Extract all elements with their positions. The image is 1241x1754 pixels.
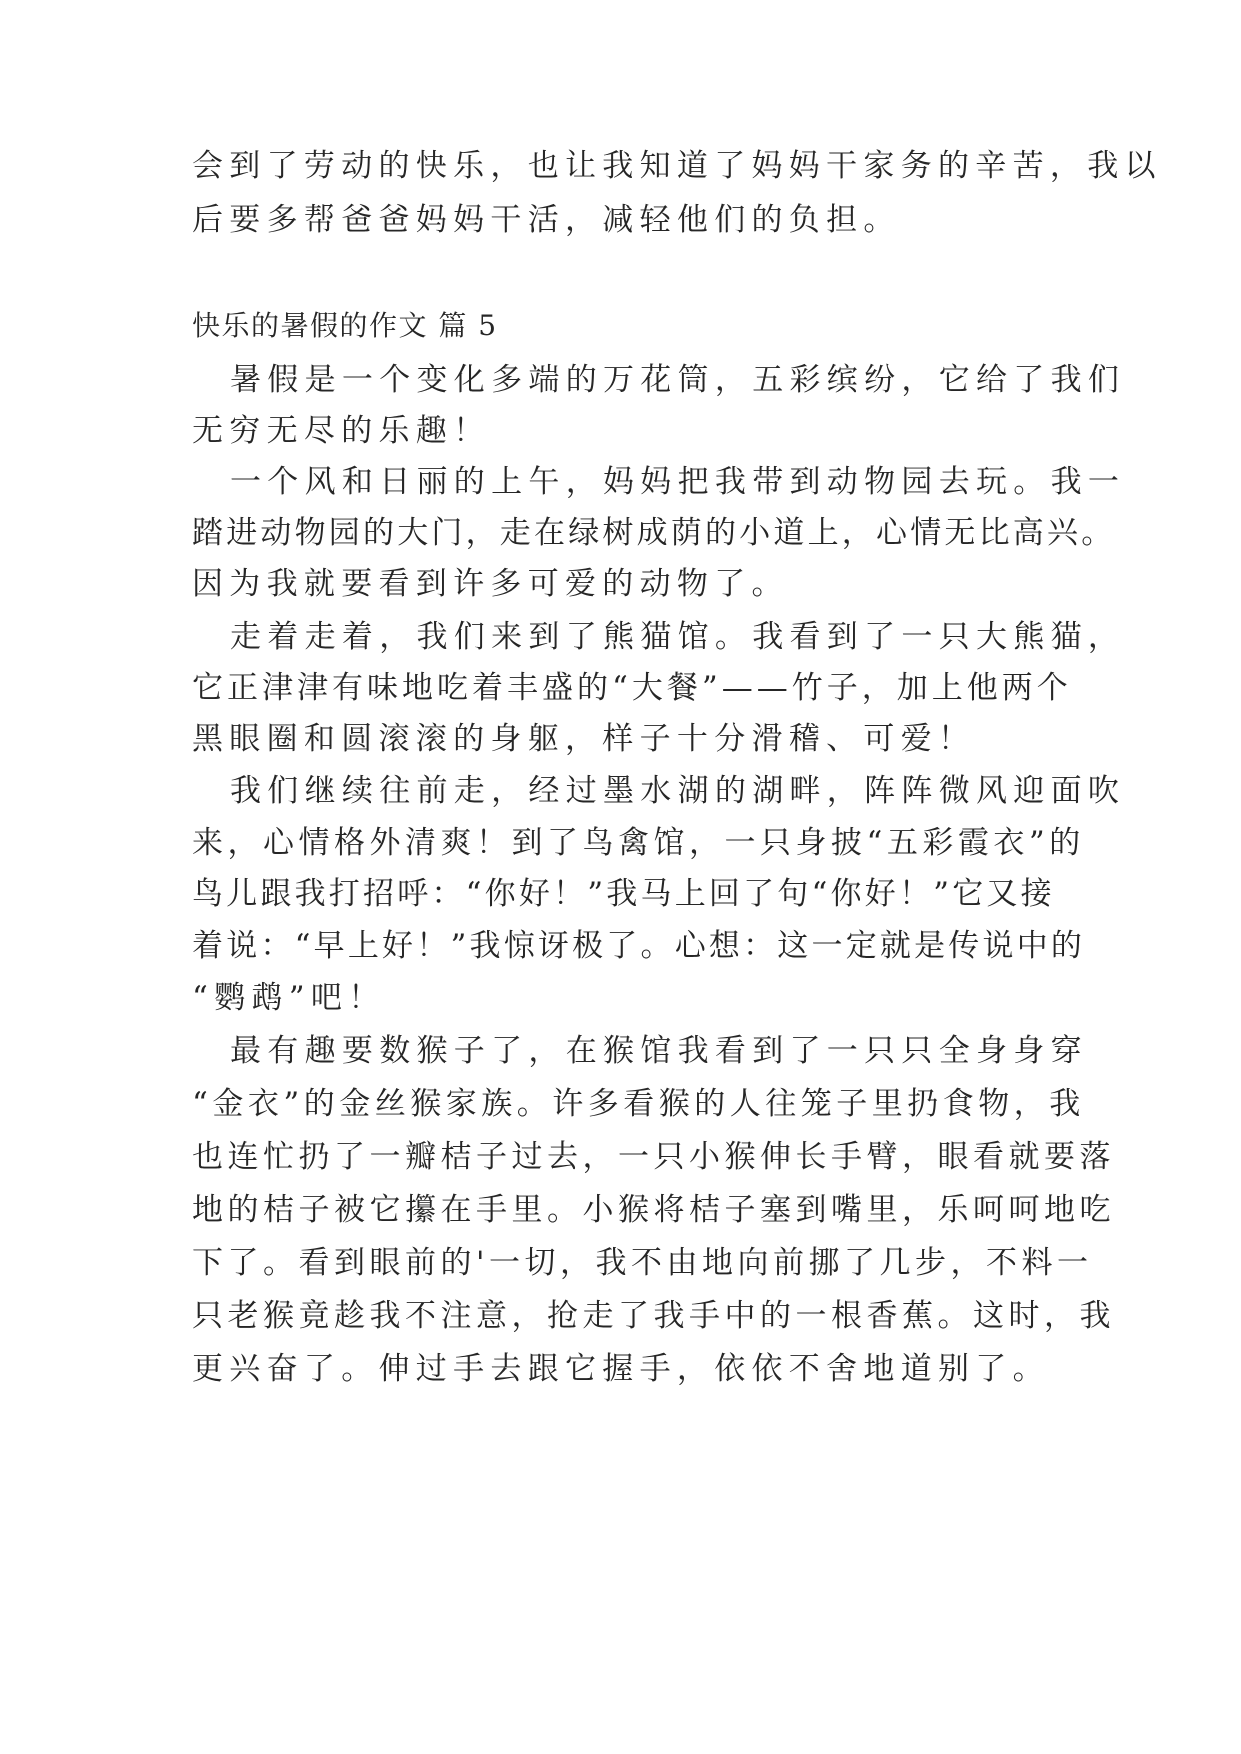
body-text-line: 后要多帮爸爸妈妈干活，减轻他们的负担。 — [192, 202, 901, 238]
paragraph-line: 也连忙扔了一瓣桔子过去，一只小猴伸长手臂，眼看就要落 — [192, 1139, 1115, 1175]
paragraph-line: 黑眼圈和圆滚滚的身躯，样子十分滑稽、可爱！ — [192, 721, 976, 757]
paragraph-line: 来，心情格外清爽！到了鸟禽馆，一只身披“五彩霞衣”的 — [192, 825, 1085, 861]
paragraph-line: 走着走着，我们来到了熊猫馆。我看到了一只大熊猫， — [230, 619, 1126, 655]
paragraph-line: 它正津津有味地吃着丰盛的“大餐”——竹子，加上他两个 — [192, 670, 1072, 706]
paragraph-line: 我们继续往前走，经过墨水湖的湖畔，阵阵微风迎面吹 — [230, 773, 1126, 809]
paragraph-line: 无穷无尽的乐趣！ — [192, 413, 491, 449]
paragraph-line: 一个风和日丽的上午，妈妈把我带到动物园去玩。我一 — [230, 464, 1126, 500]
paragraph-line: 最有趣要数猴子了，在猴馆我看到了一只只全身身穿 — [230, 1033, 1088, 1069]
paragraph-line: 下了。看到眼前的'一切，我不由地向前挪了几步，不料一 — [192, 1245, 1093, 1281]
paragraph-line: 只老猴竟趁我不注意，抢走了我手中的一根香蕉。这时，我 — [192, 1298, 1115, 1334]
paragraph-line: “金衣”的金丝猴家族。许多看猴的人往笼子里扔食物，我 — [192, 1086, 1085, 1122]
paragraph-line: “鹦鹉”吧！ — [192, 980, 386, 1016]
section-heading: 快乐的暑假的作文 篇 5 — [192, 309, 498, 342]
paragraph-line: 地的桔子被它攥在手里。小猴将桔子塞到嘴里，乐呵呵地吃 — [192, 1192, 1115, 1228]
paragraph-line: 着说：“早上好！”我惊讶极了。心想：这一定就是传说中的 — [192, 928, 1086, 964]
paragraph-line: 因为我就要看到许多可爱的动物了。 — [192, 566, 789, 602]
paragraph-line: 暑假是一个变化多端的万花筒，五彩缤纷，它给了我们 — [230, 362, 1126, 398]
paragraph-line: 踏进动物园的大门，走在绿树成荫的小道上，心情无比高兴。 — [192, 515, 1116, 551]
paragraph-line: 更兴奋了。伸过手去跟它握手，依依不舍地道别了。 — [192, 1351, 1050, 1387]
paragraph-line: 鸟儿跟我打招呼：“你好！”我马上回了句“你好！”它又接 — [192, 876, 1055, 912]
body-text-line: 会到了劳动的快乐，也让我知道了妈妈干家务的辛苦，我以 — [192, 148, 1162, 184]
